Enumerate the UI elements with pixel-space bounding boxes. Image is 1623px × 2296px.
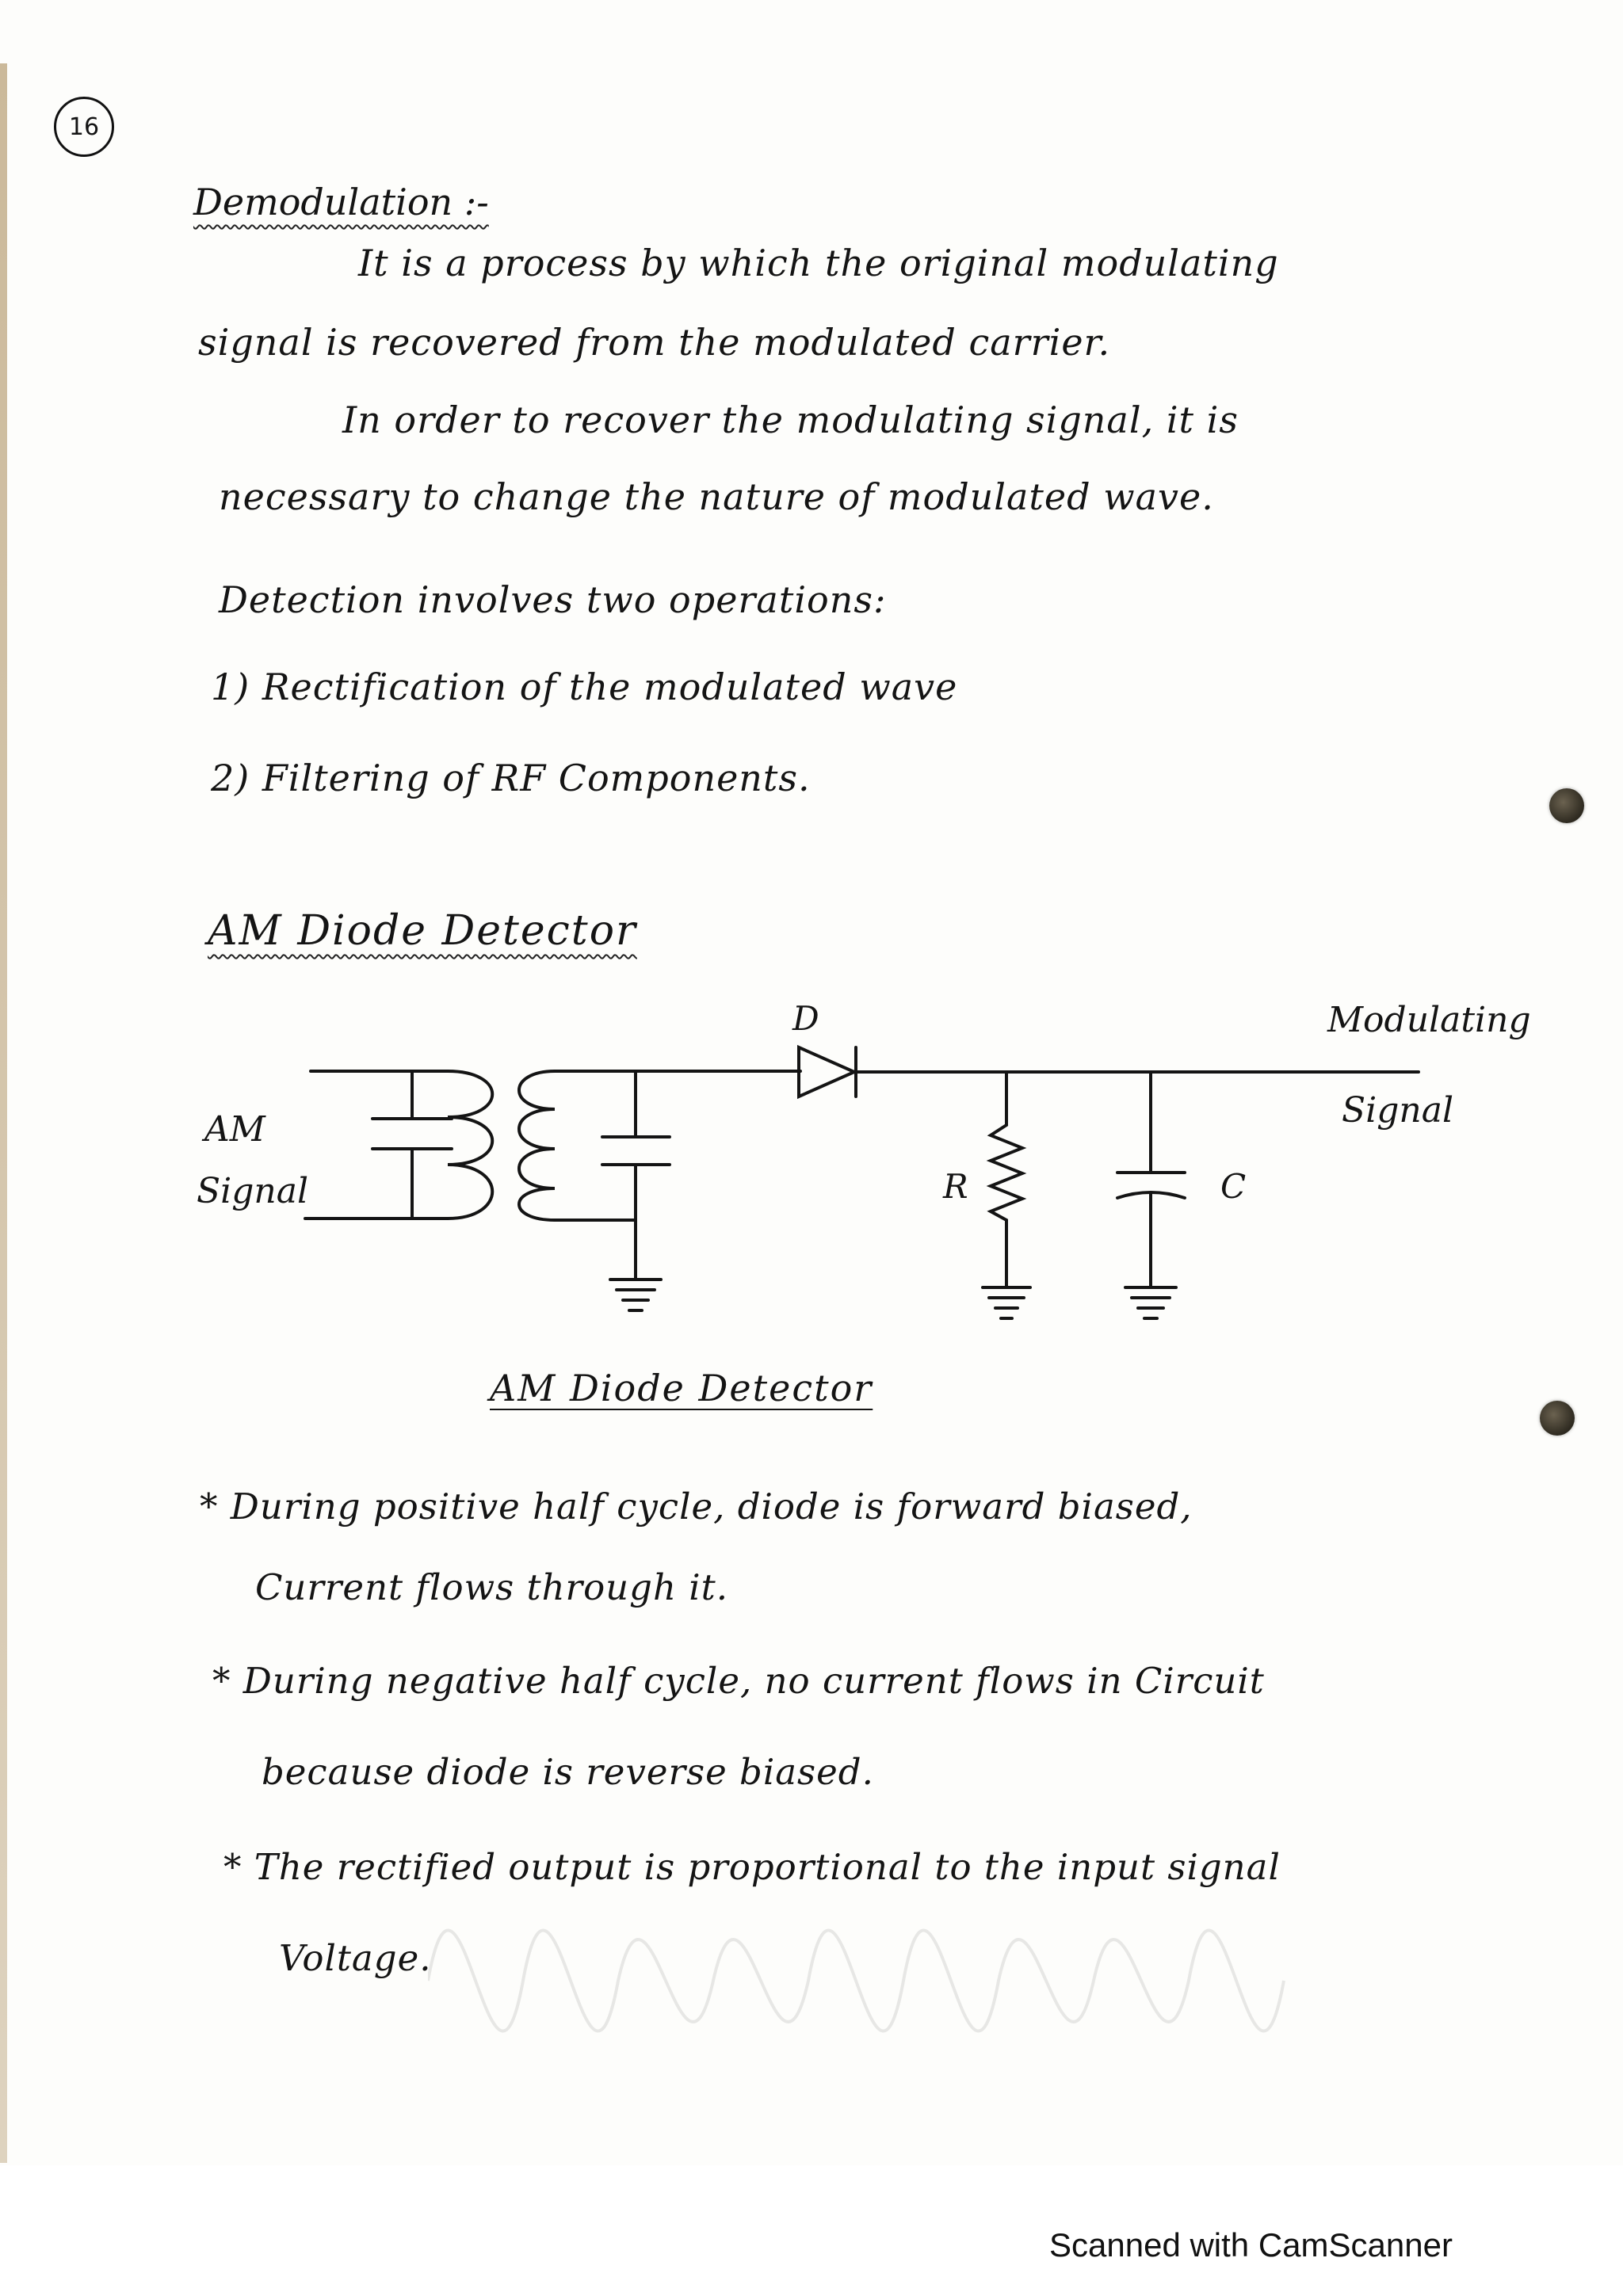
capacitor-label: C bbox=[1220, 1167, 1247, 1206]
scanner-watermark: Scanned with CamScanner bbox=[1049, 2226, 1453, 2264]
diode-triangle bbox=[799, 1047, 854, 1097]
definition-line-1: It is a process by which the original modulating bbox=[358, 242, 1279, 284]
bullet-3-line-1: * The rectified output is proportional to the input signal bbox=[223, 1846, 1281, 1888]
secondary-coil bbox=[519, 1071, 555, 1220]
detection-intro: Detection involves two operations: bbox=[219, 578, 887, 621]
page-heading: Demodulation :- bbox=[193, 181, 489, 223]
detection-item-1: 1) Rectification of the modulated wave bbox=[211, 666, 958, 708]
recover-line-1: In order to recover the modulating signal, it is bbox=[342, 399, 1239, 441]
output-label-modulating: Modulating bbox=[1327, 1000, 1531, 1040]
output-label-signal: Signal bbox=[1342, 1090, 1454, 1131]
detection-item-2: 2) Filtering of RF Components. bbox=[211, 757, 811, 799]
primary-coil bbox=[448, 1071, 492, 1219]
section-title: AM Diode Detector bbox=[208, 907, 637, 955]
bullet-3-line-2: Voltage. bbox=[279, 1937, 432, 1979]
resistor-label: R bbox=[943, 1167, 968, 1206]
bullet-2-line-2: because diode is reverse biased. bbox=[262, 1751, 874, 1793]
bullet-1-line-1: * During positive half cycle, diode is forward biased, bbox=[200, 1486, 1193, 1527]
recover-line-2: necessary to change the nature of modulated wave. bbox=[219, 475, 1214, 518]
page-number: 16 bbox=[54, 97, 114, 157]
input-label-signal: Signal bbox=[197, 1171, 309, 1211]
input-label-am: AM bbox=[204, 1109, 265, 1150]
bullet-1-line-2: Current flows through it. bbox=[255, 1566, 729, 1608]
circuit-caption: AM Diode Detector bbox=[490, 1367, 873, 1409]
resistor-zigzag bbox=[991, 1125, 1022, 1220]
definition-line-2: signal is recovered from the modulated carrier. bbox=[198, 321, 1111, 364]
diode-label: D bbox=[792, 999, 819, 1038]
bullet-2-line-1: * During negative half cycle, no current flows in Circuit bbox=[212, 1660, 1265, 1702]
